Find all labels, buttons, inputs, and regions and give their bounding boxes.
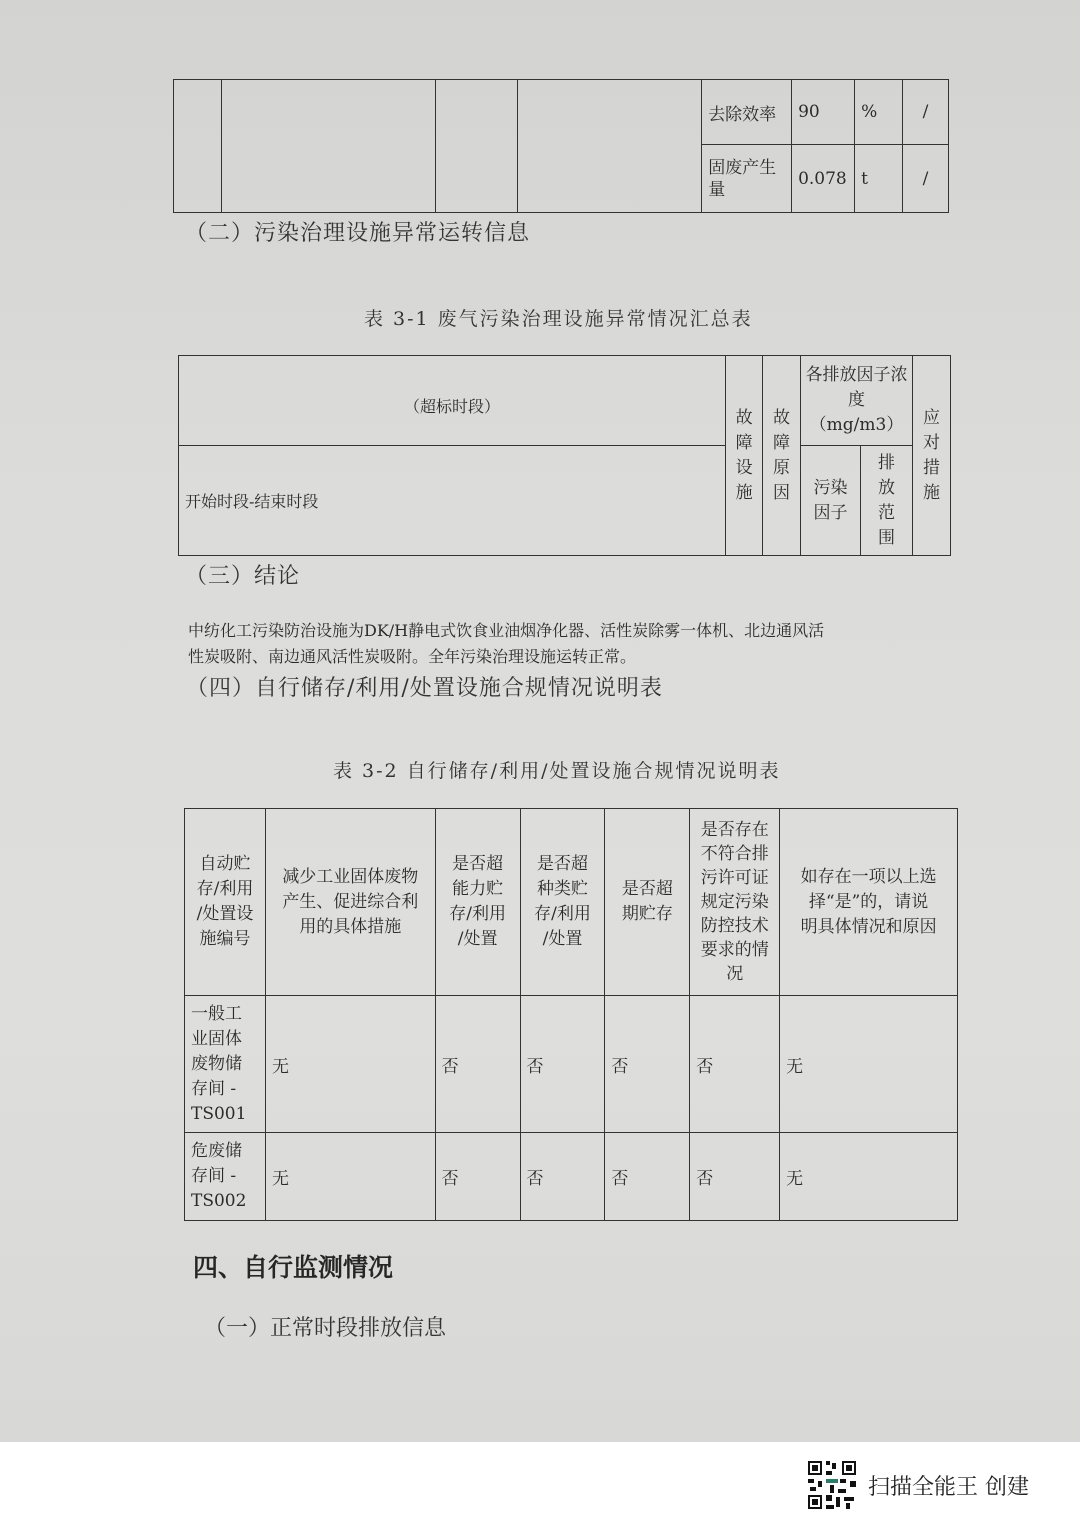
header-measures: 减少工业固体废物 产生、促进综合利 用的具体措施 (265, 809, 435, 996)
conclusion-text: 中纺化工污染防治设施为DK/H静电式饮食业油烟净化器、活性炭除雾一体机、北边通风活 性炭吸附、南边通风活性炭吸附。全年污染治理设施运转正常。 (188, 621, 825, 666)
chapter-heading: 四、自行监测情况 (193, 1253, 394, 1282)
concentration-header: 各排放因子浓度 （mg/m3） (801, 356, 913, 446)
response-header: 应 对 措 施 (912, 356, 950, 556)
section-heading: （二）污染治理设施异常运转信息 (185, 221, 531, 246)
header-explanation: 如存在一项以上选 择“是”的，请说 明具体情况和原因 (780, 809, 958, 996)
remark-cell: / (903, 80, 949, 145)
table-row: 危废储 存间 - TS002 无 否 否 否 否 无 (185, 1133, 958, 1221)
table-row (174, 80, 949, 145)
table-row: 一般工 业固体 废物储 存间 - TS001 无 否 否 否 否 无 (185, 996, 958, 1133)
header-over-type: 是否超 种类贮 存/利用 /处置 (520, 809, 605, 996)
header-non-compliant: 是否存在 不符合排 污许可证 规定污染 防控技术 要求的情 况 (690, 809, 780, 996)
facility-id-cell: 危废储 存间 - TS002 (185, 1133, 266, 1221)
section-heading: （四）自行储存/利用/处置设施合规情况说明表 (186, 676, 663, 701)
section-heading: （三）结论 (185, 564, 301, 589)
emission-range-header: 排 放 范 围 (861, 446, 913, 556)
brand-watermark: 扫描全能王 创建 (868, 1475, 1029, 1500)
fault-reason-header: 故 障 原 因 (763, 356, 801, 556)
section-heading: （一）正常时段排放信息 (204, 1316, 447, 1341)
item-cell: 固废产生量 (702, 145, 792, 213)
item-cell: 去除效率 (702, 80, 792, 145)
header-over-capacity: 是否超 能力贮 存/利用 /处置 (435, 809, 520, 996)
unit-cell: t (855, 145, 903, 213)
header-over-period: 是否超 期贮存 (605, 809, 690, 996)
abnormal-table (178, 355, 951, 556)
top-table (173, 79, 949, 213)
storage-compliance-table (184, 808, 958, 1221)
value-cell: 0.078 (792, 145, 855, 213)
table-caption: 表 3-1 废气污染治理设施异常情况汇总表 (364, 308, 753, 330)
table-caption: 表 3-2 自行储存/利用/处置设施合规情况说明表 (333, 760, 781, 782)
remark-cell: / (903, 145, 949, 213)
period-sub: 开始时段-结束时段 (179, 446, 726, 556)
value-cell: 90 (792, 80, 855, 145)
pollutant-factor-header: 污染 因子 (801, 446, 861, 556)
header-facility-id: 自动贮 存/利用 /处置设 施编号 (185, 809, 266, 996)
fault-facility-header: 故 障 设 施 (726, 356, 763, 556)
qr-code-icon (806, 1459, 858, 1511)
unit-cell: % (855, 80, 903, 145)
facility-id-cell: 一般工 业固体 废物储 存间 - TS001 (185, 996, 266, 1133)
period-header: （超标时段） (179, 356, 726, 446)
